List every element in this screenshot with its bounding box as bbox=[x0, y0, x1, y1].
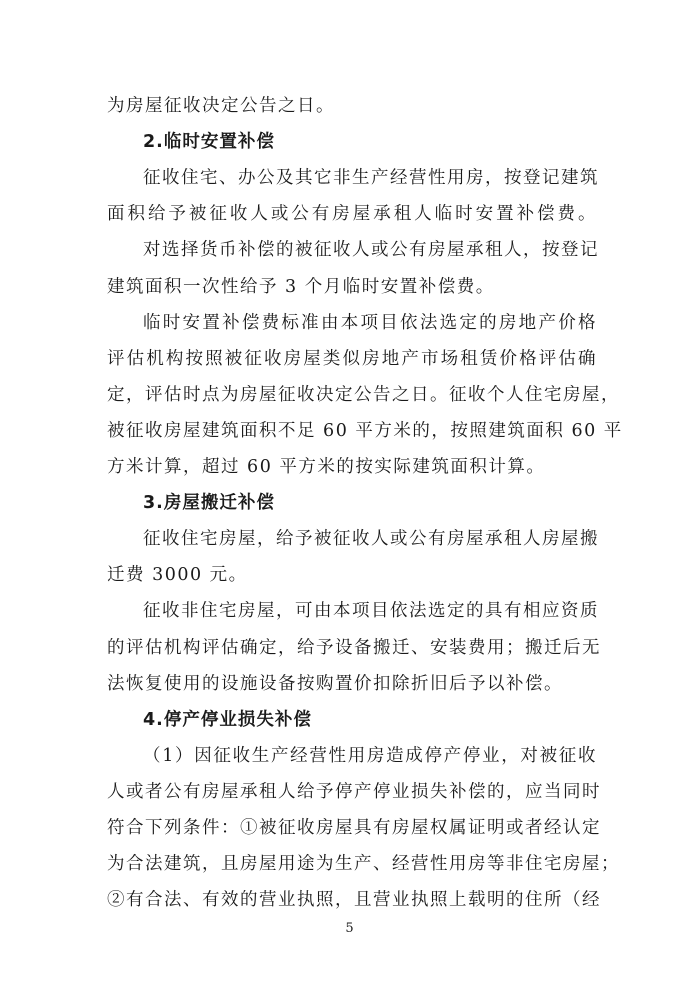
paragraph-line: 对选择货币补偿的被征收人或公有房屋承租人，按登记 bbox=[143, 240, 599, 261]
page-number: 5 bbox=[345, 921, 354, 936]
paragraph-line: 定，评估时点为房屋征收决定公告之日。征收个人住宅房屋， bbox=[107, 384, 620, 405]
paragraph-line: 临时安置补偿费标准由本项目依法选定的房地产价格 bbox=[143, 312, 597, 333]
paragraph-line: 被征收房屋建筑面积不足 60 平方米的，按照建筑面积 60 平 bbox=[107, 420, 623, 441]
paragraph-line: 方米计算，超过 60 平方米的按实际建筑面积计算。 bbox=[107, 457, 546, 477]
paragraph-line: 法恢复使用的设施设备按购置价扣除折旧后予以补偿。 bbox=[107, 673, 563, 694]
section-heading: 3.房屋搬迁补偿 bbox=[143, 493, 275, 514]
paragraph-line: 征收非住宅房屋，可由本项目依法选定的具有相应资质 bbox=[143, 601, 599, 622]
paragraph-line: 建筑面积一次性给予 3 个月临时安置补偿费。 bbox=[107, 276, 495, 297]
paragraph-line: （1）因征收生产经营性用房造成停产停业，对被征收 bbox=[143, 745, 597, 766]
paragraph-line: 征收住宅、办公及其它非生产经营性用房，按登记建筑 bbox=[143, 168, 599, 189]
paragraph-line: 迁费 3000 元。 bbox=[107, 565, 248, 586]
paragraph-line: 人或者公有房屋承租人给予停产停业损失补偿的，应当同时 bbox=[107, 781, 601, 802]
section-heading: 2.临时安置补偿 bbox=[143, 132, 275, 153]
section-heading: 4.停产停业损失补偿 bbox=[143, 709, 312, 730]
paragraph-line: 为合法建筑，且房屋用途为生产、经营性用房等非住宅房屋； bbox=[107, 854, 620, 875]
paragraph-line: 符合下列条件：①被征收房屋具有房屋权属证明或者经认定 bbox=[107, 818, 601, 838]
paragraph-line: 为房屋征收决定公告之日。 bbox=[107, 96, 335, 116]
paragraph-line: ②有合法、有效的营业执照，且营业执照上载明的住所（经 bbox=[107, 890, 601, 911]
paragraph-line: 面积给予被征收人或公有房屋承租人临时安置补偿费。 bbox=[107, 204, 597, 225]
paragraph-line: 评估机构按照被征收房屋类似房地产市场租赁价格评估确 bbox=[107, 348, 597, 369]
paragraph-line: 的评估机构评估确定，给予设备搬迁、安装费用；搬迁后无 bbox=[107, 637, 601, 658]
paragraph-line: 征收住宅房屋，给予被征收人或公有房屋承租人房屋搬 bbox=[143, 529, 599, 550]
